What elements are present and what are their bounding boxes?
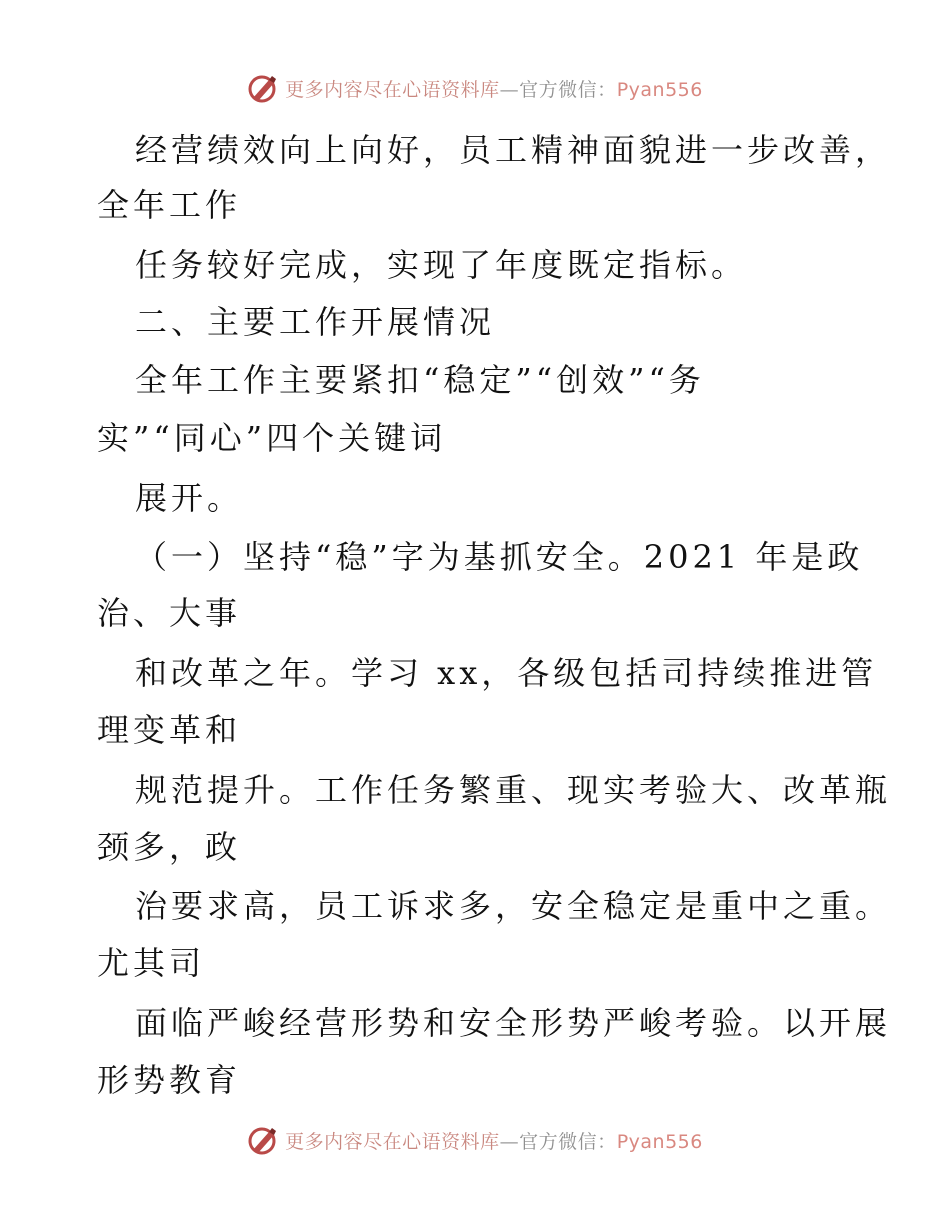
watermark-footer xyxy=(0,1124,950,1156)
pen-logo-icon xyxy=(247,1124,279,1156)
watermark-handle: Pyan556 xyxy=(616,78,703,101)
text-line: 形势教育 xyxy=(97,1061,242,1099)
watermark-text xyxy=(285,75,703,102)
watermark-title: 更多内容尽在心语资料库 xyxy=(285,78,500,101)
text-line: 展开。 xyxy=(135,479,244,517)
text-line: 理变革和 xyxy=(97,711,242,749)
watermark-text xyxy=(285,1127,703,1154)
text-line: 和改革之年。学习 xx，各级包括司持续推进管 xyxy=(135,654,878,692)
watermark-header xyxy=(0,72,950,104)
text-line: 经营绩效向上向好，员工精神面貌进一步改善， xyxy=(135,131,892,169)
section-heading: 二、主要工作开展情况 xyxy=(135,303,496,341)
text-line: 实”“同心”四个关键词 xyxy=(97,419,447,457)
watermark-handle: Pyan556 xyxy=(616,1130,703,1153)
subsection-heading: （一）坚持“稳”字为基抓安全。2021 年是政 xyxy=(135,538,864,576)
text-line: 尤其司 xyxy=(97,944,206,982)
pen-logo-icon xyxy=(247,72,279,104)
text-line: 任务较好完成，实现了年度既定指标。 xyxy=(135,246,748,284)
text-line: 规范提升。工作任务繁重、现实考验大、改革瓶 xyxy=(135,771,892,809)
text-line: 面临严峻经营形势和安全形势严峻考验。以开展 xyxy=(135,1004,892,1042)
watermark-contact-label: 官方微信： xyxy=(519,78,617,101)
watermark-title: 更多内容尽在心语资料库 xyxy=(285,1130,500,1153)
watermark-contact-label: 官方微信： xyxy=(519,1130,617,1153)
text-line: 全年工作 xyxy=(97,186,242,224)
watermark-separator: — xyxy=(499,78,520,101)
text-line: 全年工作主要紧扣“稳定”“创效”“务 xyxy=(135,361,705,399)
text-line: 治、大事 xyxy=(97,594,242,632)
text-line: 治要求高，员工诉求多，安全稳定是重中之重。 xyxy=(135,887,892,925)
watermark-separator: — xyxy=(499,1130,520,1153)
text-line: 颈多，政 xyxy=(97,828,242,866)
